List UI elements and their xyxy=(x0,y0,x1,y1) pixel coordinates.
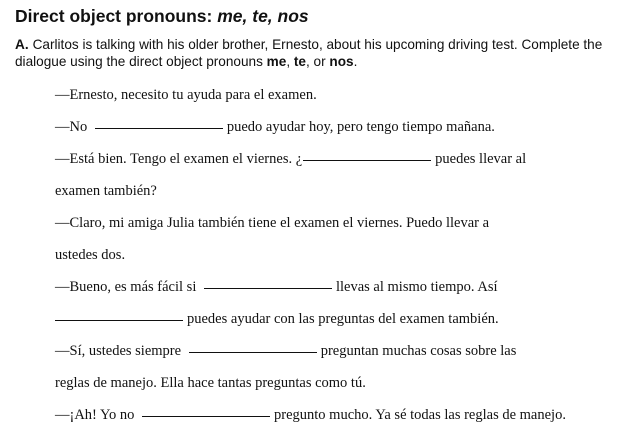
section-title xyxy=(15,4,309,28)
line-text: examen también? xyxy=(55,183,157,199)
answer-blank-3[interactable] xyxy=(204,287,332,289)
dialogue-line-1 xyxy=(55,85,317,105)
instr-sep-2: , or xyxy=(305,54,330,69)
pronoun-te: te xyxy=(293,54,306,69)
dialogue-line-11 xyxy=(55,405,566,425)
dialogue-line-8 xyxy=(55,309,499,329)
line-text: —¡Ah! Yo no xyxy=(55,407,135,423)
line-text: —Ernesto, necesito tu ayuda para el examen. xyxy=(55,87,317,103)
dialogue-line-9 xyxy=(55,341,516,361)
line-text: llevas al mismo tiempo. Así xyxy=(335,279,498,295)
line-text: preguntan muchas cosas sobre las xyxy=(320,343,517,359)
instr-end: . xyxy=(353,54,358,69)
dialogue-line-6 xyxy=(55,245,125,265)
line-text: puedes llevar al xyxy=(435,151,527,167)
answer-blank-1[interactable] xyxy=(95,127,223,129)
answer-blank-6[interactable] xyxy=(142,415,270,417)
dialogue-line-2 xyxy=(55,117,495,137)
line-text: —No xyxy=(55,119,88,135)
line-text: ustedes dos. xyxy=(55,247,126,263)
answer-blank-4[interactable] xyxy=(55,319,183,321)
line-text: —Está bien. Tengo el examen el viernes. ¿ xyxy=(55,151,303,167)
exercise-letter: A. xyxy=(15,37,29,52)
line-text: —Bueno, es más fácil si xyxy=(55,279,197,295)
line-text: pregunto mucho. Ya sé todas las reglas de manejo. xyxy=(274,407,566,423)
line-text: puedo ayudar hoy, pero tengo tiempo mañana. xyxy=(226,119,495,135)
line-text: puedes ayudar con las preguntas del examen también. xyxy=(187,311,499,327)
dialogue-line-10 xyxy=(55,373,366,393)
answer-blank-5[interactable] xyxy=(189,351,317,353)
pronoun-nos: nos xyxy=(329,54,354,69)
line-text: —Sí, ustedes siempre xyxy=(55,343,182,359)
dialogue-line-5 xyxy=(55,213,489,233)
pronoun-me: me xyxy=(266,54,287,69)
instructions xyxy=(15,36,625,70)
title-pronouns: me, te, nos xyxy=(217,6,309,26)
instr-sep-1: , xyxy=(286,54,294,69)
instructions-text: Carlitos is talking with his older brother, Ernesto, about his upcoming driving test. Complete the dialogue using the direct object pronouns xyxy=(15,37,603,69)
title-prefix: Direct object pronouns: xyxy=(15,6,218,26)
dialogue-line-7 xyxy=(55,277,498,297)
line-text: reglas de manejo. Ella hace tantas preguntas como tú. xyxy=(55,375,366,391)
dialogue-line-3 xyxy=(55,149,526,169)
dialogue-line-4 xyxy=(55,181,157,201)
line-text: —Claro, mi amiga Julia también tiene el examen el viernes. Puedo llevar a xyxy=(55,215,490,231)
answer-blank-2[interactable] xyxy=(303,159,431,161)
